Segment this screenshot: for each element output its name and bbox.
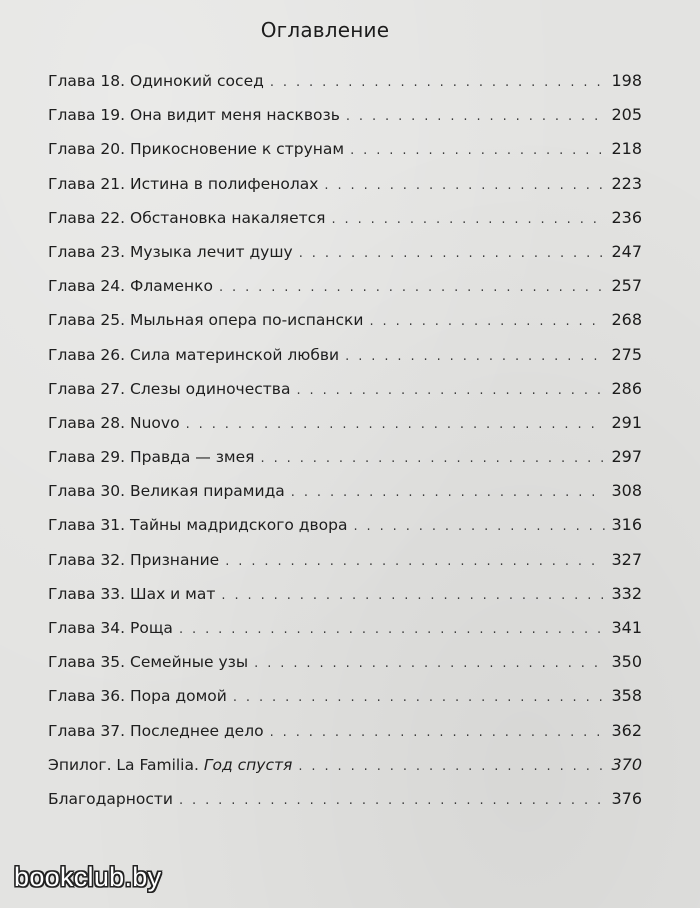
dot-leader <box>353 514 605 540</box>
toc-entry-title: Глава 37. Последнее дело <box>48 721 264 740</box>
toc-page-number: 332 <box>611 583 642 603</box>
dot-leader <box>186 412 606 438</box>
toc-entry-acknowledgements <box>48 786 642 820</box>
table-of-contents <box>48 68 642 820</box>
toc-entry-title: Глава 36. Пора домой <box>48 687 227 706</box>
toc-entry-chapter-19 <box>48 102 642 136</box>
toc-page-number: 297 <box>611 447 642 467</box>
dot-leader <box>291 480 606 506</box>
toc-entry-chapter-37 <box>48 718 642 752</box>
toc-entry-title: Глава 30. Великая пирамида <box>48 482 285 501</box>
toc-entry-chapter-35 <box>48 649 642 683</box>
toc-page-number: 308 <box>611 481 642 501</box>
toc-entry-epilogue <box>48 752 642 786</box>
toc-entry-title: Глава 33. Шах и мат <box>48 584 216 603</box>
dot-leader <box>219 275 606 301</box>
dot-leader <box>345 344 605 370</box>
toc-entry-title: Глава 23. Музыка лечит душу <box>48 242 293 261</box>
toc-page-number: 362 <box>611 720 642 740</box>
toc-page-number: 275 <box>611 344 642 364</box>
toc-entry-title: Глава 18. Одинокий сосед <box>48 72 264 90</box>
dot-leader <box>298 754 605 780</box>
toc-entry-title: Глава 21. Истина в полифенолах <box>48 174 319 193</box>
toc-entry-chapter-23 <box>48 239 642 273</box>
toc-entry-title: Глава 19. Она видит меня насквозь <box>48 106 340 125</box>
toc-entry-chapter-18 <box>48 68 642 102</box>
dot-leader <box>296 378 605 404</box>
toc-entry-chapter-29 <box>48 444 642 478</box>
dot-leader <box>254 651 605 677</box>
toc-entry-chapter-24 <box>48 273 642 307</box>
toc-page-number: 286 <box>611 378 642 398</box>
toc-entry-title: Глава 26. Сила материнской любви <box>48 345 340 364</box>
toc-page-number: 291 <box>611 412 642 432</box>
toc-entry-chapter-34 <box>48 615 642 649</box>
dot-leader <box>299 241 606 267</box>
toc-entry-chapter-30 <box>48 478 642 512</box>
toc-entry-title: Глава 32. Признание <box>48 550 220 569</box>
dot-leader <box>221 583 605 609</box>
dot-leader <box>350 138 605 164</box>
toc-page-number: 341 <box>611 618 642 637</box>
toc-entry-chapter-31 <box>48 512 642 546</box>
toc-entry-chapter-26 <box>48 342 642 376</box>
toc-entry-title: Глава 35. Семейные узы <box>48 653 249 672</box>
toc-page-number: 376 <box>611 788 642 808</box>
dot-leader <box>324 173 605 199</box>
toc-entry-chapter-36 <box>48 683 642 717</box>
toc-entry-chapter-33 <box>48 581 642 615</box>
dot-leader <box>179 617 606 643</box>
toc-entry-title: Глава 27. Слезы одиночества <box>48 379 291 398</box>
toc-page-number: 350 <box>611 652 642 672</box>
toc-page-number: 316 <box>611 515 642 535</box>
toc-page-number: 327 <box>611 549 642 569</box>
toc-entry-title: Благодарности <box>48 789 173 808</box>
epilogue-title: Эпилог. La Familia. <box>48 755 199 774</box>
toc-page-number: 370 <box>611 754 642 774</box>
toc-entry-title <box>48 752 292 778</box>
toc-entry-title: Глава 22. Обстановка накаляется <box>48 208 326 227</box>
dot-leader <box>233 685 606 711</box>
dot-leader <box>331 207 605 233</box>
toc-entry-chapter-32 <box>48 547 642 581</box>
toc-entry-title: Глава 20. Прикосновение к струнам <box>48 140 345 159</box>
toc-entry-title: Глава 34. Роща <box>48 619 173 637</box>
dot-leader <box>270 70 606 96</box>
dot-leader <box>261 446 606 472</box>
toc-entry-chapter-28 <box>48 410 642 444</box>
site-watermark: bookclub.by <box>14 862 162 892</box>
toc-entry-chapter-25 <box>48 307 642 341</box>
dot-leader <box>225 549 605 575</box>
dot-leader <box>369 309 605 335</box>
toc-page-number: 236 <box>611 207 642 227</box>
toc-page-number: 257 <box>611 276 642 296</box>
toc-entry-chapter-22 <box>48 205 642 239</box>
toc-page-number: 205 <box>611 105 642 125</box>
toc-page-number: 358 <box>611 686 642 706</box>
toc-entry-chapter-27 <box>48 376 642 410</box>
toc-page-number: 218 <box>611 139 642 159</box>
page-title: Оглавление <box>260 18 390 42</box>
toc-entry-title: Глава 24. Фламенко <box>48 277 213 296</box>
toc-page-number: 198 <box>611 71 642 90</box>
toc-entry-title: Глава 28. Nuovo <box>48 413 180 432</box>
epilogue-subtitle: Год спустя <box>203 755 293 774</box>
toc-page-number: 223 <box>611 173 642 193</box>
dot-leader <box>346 104 606 130</box>
toc-entry-title: Глава 31. Тайны мадридского двора <box>48 516 348 535</box>
dot-leader <box>270 720 606 746</box>
toc-page-number: 247 <box>611 241 642 261</box>
toc-page-number: 268 <box>611 310 642 330</box>
toc-entry-title: Глава 25. Мыльная опера по-испански <box>48 311 364 330</box>
dot-leader <box>179 788 605 814</box>
toc-entry-chapter-20 <box>48 136 642 170</box>
toc-entry-title: Глава 29. Правда — змея <box>48 448 255 467</box>
toc-entry-chapter-21 <box>48 171 642 205</box>
